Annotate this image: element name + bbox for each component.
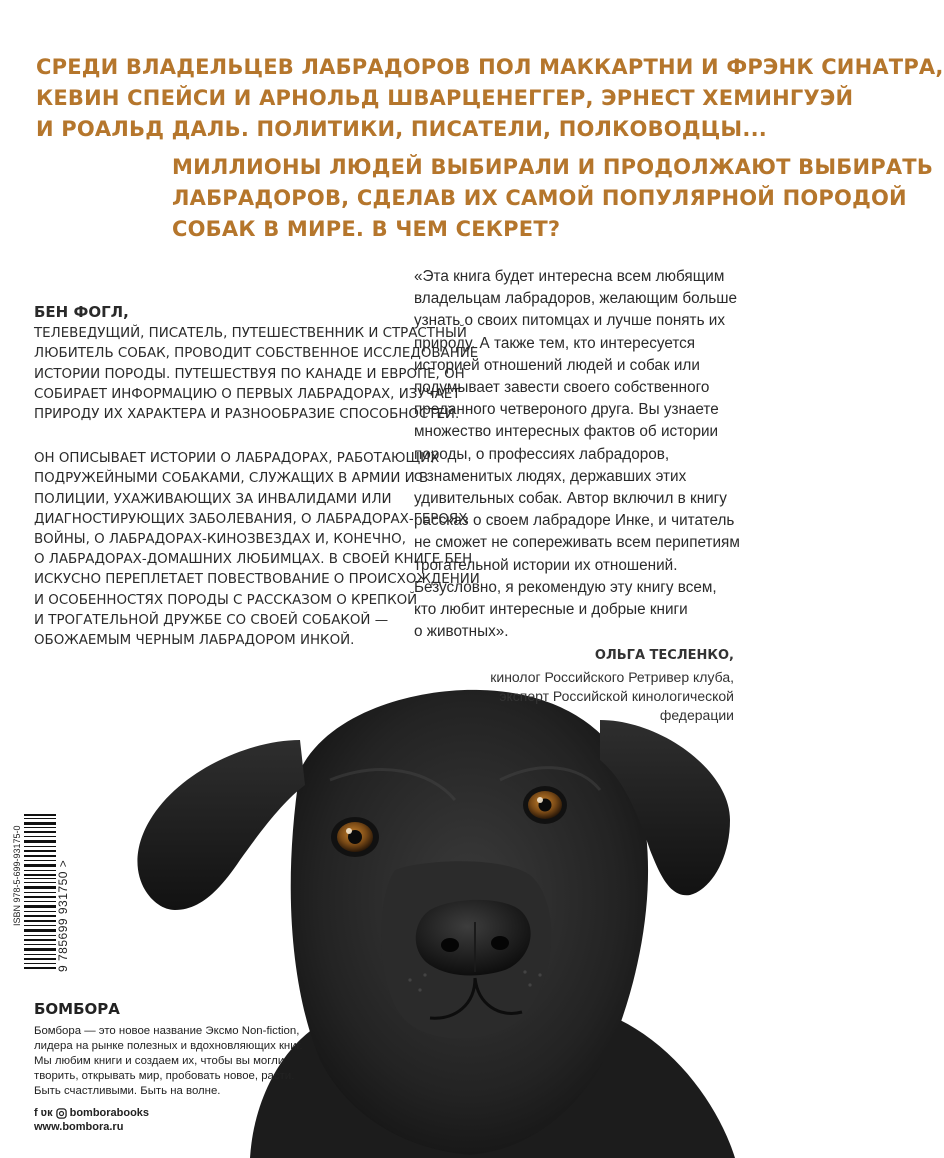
- quote-line: Безусловно, я рекомендую эту книгу всем,: [414, 578, 717, 596]
- headline-line: МИЛЛИОНЫ ЛЮДЕЙ ВЫБИРАЛИ И ПРОДОЛЖАЮТ ВЫБИРАТЬ: [172, 155, 934, 179]
- quote-line: удивительных собак. Автор включил в книгу: [414, 490, 727, 508]
- quote-line: подумывает завести своего собственного: [414, 379, 710, 397]
- headline-popularity: [172, 152, 934, 245]
- publisher-text-line: творить, открывать мир, пробовать новое, расти.: [34, 1070, 295, 1082]
- signature-name: ОЛЬГА ТЕСЛЕНКО,: [594, 648, 734, 664]
- publisher-block: [34, 1000, 354, 1133]
- quote-signature: [414, 645, 784, 724]
- social-handle[interactable]: bomborabooks: [69, 1107, 150, 1119]
- quote-line: владельцам лабрадоров, желающим больше: [414, 290, 737, 308]
- barcode-digits: 9 785699 931750 >: [56, 859, 70, 972]
- text-line: ТЕЛЕВЕДУЩИЙ, ПИСАТЕЛЬ, ПУТЕШЕСТВЕННИК И СТРАСТНЫЙ: [34, 326, 467, 342]
- quote-line: узнать о своих питомцах и лучше понять их: [414, 312, 725, 330]
- headline-line: И РОАЛЬД ДАЛЬ. ПОЛИТИКИ, ПИСАТЕЛИ, ПОЛКОВОДЦЫ...: [36, 117, 767, 141]
- author-paragraph-1: [34, 324, 479, 425]
- quote-line: трогательной истории их отношений.: [414, 556, 678, 574]
- website-link[interactable]: www.bombora.ru: [34, 1121, 124, 1133]
- review-quote: [414, 266, 784, 725]
- text-line: ПОЛИЦИИ, УХАЖИВАЮЩИХ ЗА ИНВАЛИДАМИ ИЛИ: [34, 491, 392, 507]
- signature-title: эксперт Российской кинологической: [499, 687, 734, 704]
- headline-line: СРЕДИ ВЛАДЕЛЬЦЕВ ЛАБРАДОРОВ ПОЛ МАККАРТНИ И ФРЭНК СИНАТРА,: [36, 55, 944, 79]
- publisher-text-line: лидера на рынке полезных и вдохновляющих книг.: [34, 1040, 303, 1052]
- text-line: ОН ОПИСЫВАЕТ ИСТОРИИ О ЛАБРАДОРАХ, РАБОТАЮЩИХ: [34, 451, 440, 467]
- text-line: И ОСОБЕННОСТЯХ ПОРОДЫ С РАССКАЗОМ О КРЕПКОЙ: [34, 592, 418, 608]
- text-line: СОБИРАЕТ ИНФОРМАЦИЮ О ПЕРВЫХ ЛАБРАДОРАХ, ИЗУЧАЕТ: [34, 386, 461, 402]
- text-line: О ЛАБРАДОРАХ-ДОМАШНИХ ЛЮБИМЦАХ. В СВОЕЙ КНИГЕ БЕН: [34, 552, 473, 568]
- text-line: ОБОЖАЕМЫМ ЧЕРНЫМ ЛАБРАДОРОМ ИНКОЙ.: [34, 633, 355, 649]
- quote-line: о животных».: [414, 623, 509, 641]
- vk-icon[interactable]: ʋк: [40, 1107, 53, 1119]
- isbn-text: ISBN 978-5-699-93175-0: [12, 825, 22, 926]
- author-name: БЕН ФОГЛ,: [34, 303, 129, 321]
- signature-title: федерации: [659, 706, 734, 723]
- text-line: ИСТОРИИ ПОРОДЫ. ПУТЕШЕСТВУЯ ПО КАНАДЕ И ЕВРОПЕ, ОН: [34, 366, 465, 382]
- text-line: ПОДРУЖЕЙНЫМИ СОБАКАМИ, СЛУЖАЩИХ В АРМИИ И В: [34, 471, 429, 487]
- quote-line: рассказ о своем лабрадоре Инке, и читатель: [414, 512, 735, 530]
- headline-line: КЕВИН СПЕЙСИ И АРНОЛЬД ШВАРЦЕНЕГГЕР, ЭРНЕСТ ХЕМИНГУЭЙ: [36, 86, 854, 110]
- quote-line: о знаменитых людях, державших этих: [414, 467, 687, 485]
- quote-line: кто любит интересные и добрые книги: [414, 601, 688, 619]
- text-line: ДИАГНОСТИРУЮЩИХ ЗАБОЛЕВАНИЯ, О ЛАБРАДОРАХ-ГЕРОЯХ: [34, 511, 468, 527]
- headline-owners: [36, 52, 944, 145]
- text-line: ИСКУСНО ПЕРЕПЛЕТАЕТ ПОВЕСТВОВАНИЕ О ПРОИСХОЖДЕНИИ: [34, 572, 480, 588]
- quote-line: породы, о профессиях лабрадоров,: [414, 445, 670, 463]
- text-line: ЛЮБИТЕЛЬ СОБАК, ПРОВОДИТ СОБСТВЕННОЕ ИССЛЕДОВАНИЕ: [34, 346, 479, 362]
- publisher-name: БОМБОРА: [34, 1000, 120, 1018]
- social-links: [34, 1107, 354, 1119]
- facebook-icon[interactable]: f: [34, 1107, 38, 1119]
- headline-line: ЛАБРАДОРОВ, СДЕЛАВ ИХ САМОЙ ПОПУЛЯРНОЙ ПОРОДОЙ: [172, 186, 907, 210]
- publisher-text-line: Быть счастливыми. Быть на волне.: [34, 1085, 221, 1097]
- quote-line: историей отношений людей и собак или: [414, 356, 700, 374]
- headline-line: СОБАК В МИРЕ. В ЧЕМ СЕКРЕТ?: [172, 217, 561, 241]
- instagram-icon[interactable]: [56, 1108, 67, 1119]
- quote-line: множество интересных фактов об истории: [414, 423, 719, 441]
- publisher-text-line: Бомбора — это новое название Эксмо Non-fiction,: [34, 1025, 300, 1037]
- quote-line: «Эта книга будет интересна всем любящим: [414, 268, 725, 285]
- quote-line: не сможет не сопереживать всем перипетиям: [414, 534, 740, 552]
- text-line: И ТРОГАТЕЛЬНОЙ ДРУЖБЕ СО СВОЕЙ СОБАКОЙ —: [34, 612, 389, 628]
- text-line: ВОЙНЫ, О ЛАБРАДОРАХ-КИНОЗВЕЗДАХ И, КОНЕЧНО,: [34, 532, 406, 548]
- signature-title: кинолог Российского Ретривер клуба,: [490, 668, 734, 685]
- quote-line: природу. А также тем, кто интересуется: [414, 334, 696, 352]
- quote-line: преданного четвероного друга. Вы узнаете: [414, 401, 719, 419]
- publisher-text-line: Мы любим книги и создаем их, чтобы вы могли: [34, 1055, 285, 1067]
- text-line: ПРИРОДУ ИХ ХАРАКТЕРА И РАЗНООБРАЗИЕ СПОСОБНОСТЕЙ.: [34, 407, 460, 423]
